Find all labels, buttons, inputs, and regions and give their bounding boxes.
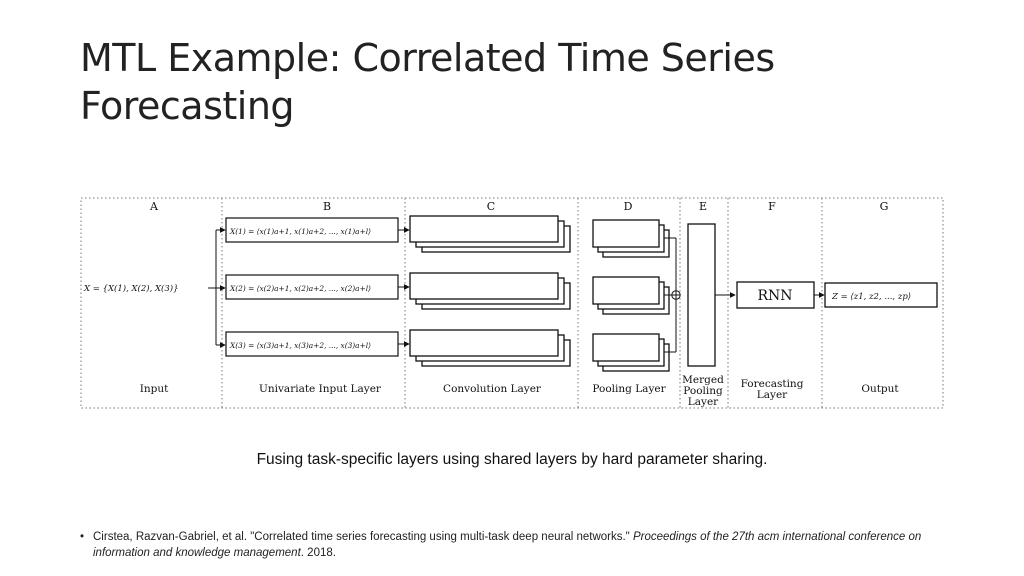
column-letter-f: F bbox=[768, 200, 776, 213]
column-letter-b: B bbox=[322, 200, 332, 213]
architecture-diagram bbox=[80, 194, 944, 412]
figure-caption: Fusing task-specific layers using shared layers by hard parameter sharing. bbox=[256, 451, 768, 468]
pool-stack-1 bbox=[593, 220, 669, 257]
label-forecasting-1: Forecasting bbox=[740, 378, 804, 390]
input-formula: X = {X(1), X(2), X(3)} bbox=[84, 284, 179, 294]
column-letter-d: D bbox=[623, 200, 633, 213]
reference-authors-title: Cirstea, Razvan-Gabriel, et al. "Correlated time series forecasting using multi-task deep neural networks." bbox=[93, 531, 633, 543]
column-letter-g: G bbox=[879, 200, 889, 213]
reference-year: . 2018. bbox=[300, 546, 336, 559]
label-convolution: Convolution Layer bbox=[443, 383, 541, 395]
label-univariate: Univariate Input Layer bbox=[259, 383, 381, 395]
label-forecasting-2: Layer bbox=[756, 389, 788, 401]
label-pooling: Pooling Layer bbox=[592, 383, 666, 395]
series-formula-3: X(3) = ⟨x(3)a+1, x(3)a+2, ..., x(3)a+l⟩ bbox=[230, 341, 372, 350]
series-formula-2: X(2) = ⟨x(2)a+1, x(2)a+2, ..., x(2)a+l⟩ bbox=[230, 284, 372, 293]
reference-venue: Proceedings of the 27th acm international conference on information and knowledge management bbox=[93, 531, 922, 559]
column-letter-a: A bbox=[150, 200, 158, 213]
label-merged-1: Merged bbox=[682, 374, 724, 386]
label-merged-2: Pooling bbox=[683, 385, 723, 397]
pool-stack-3 bbox=[593, 334, 669, 371]
merge-symbol bbox=[672, 291, 680, 299]
slide-title: MTL Example: Correlated Time Series Forecasting bbox=[80, 36, 775, 128]
label-input: Input bbox=[139, 383, 169, 395]
series-formula-1: X(1) = ⟨x(1)a+1, x(1)a+2, ..., x(1)a+l⟩ bbox=[230, 227, 372, 236]
conv-stack-1 bbox=[410, 216, 570, 252]
rnn-label: RNN bbox=[757, 288, 793, 304]
column-letter-e: E bbox=[698, 200, 708, 213]
reference-text bbox=[93, 530, 960, 561]
bullet-icon: • bbox=[80, 531, 85, 543]
label-output: Output bbox=[861, 383, 899, 395]
label-merged-3: Layer bbox=[687, 396, 719, 408]
reference-footnote bbox=[80, 530, 960, 561]
column-letter-c: C bbox=[486, 200, 496, 213]
conv-stack-2 bbox=[410, 273, 570, 309]
conv-stack-3 bbox=[410, 330, 570, 366]
pool-stack-2 bbox=[593, 277, 669, 314]
output-formula: Z = ⟨z1, z2, ..., zp⟩ bbox=[832, 292, 912, 302]
merged-pooling-box bbox=[688, 224, 715, 366]
